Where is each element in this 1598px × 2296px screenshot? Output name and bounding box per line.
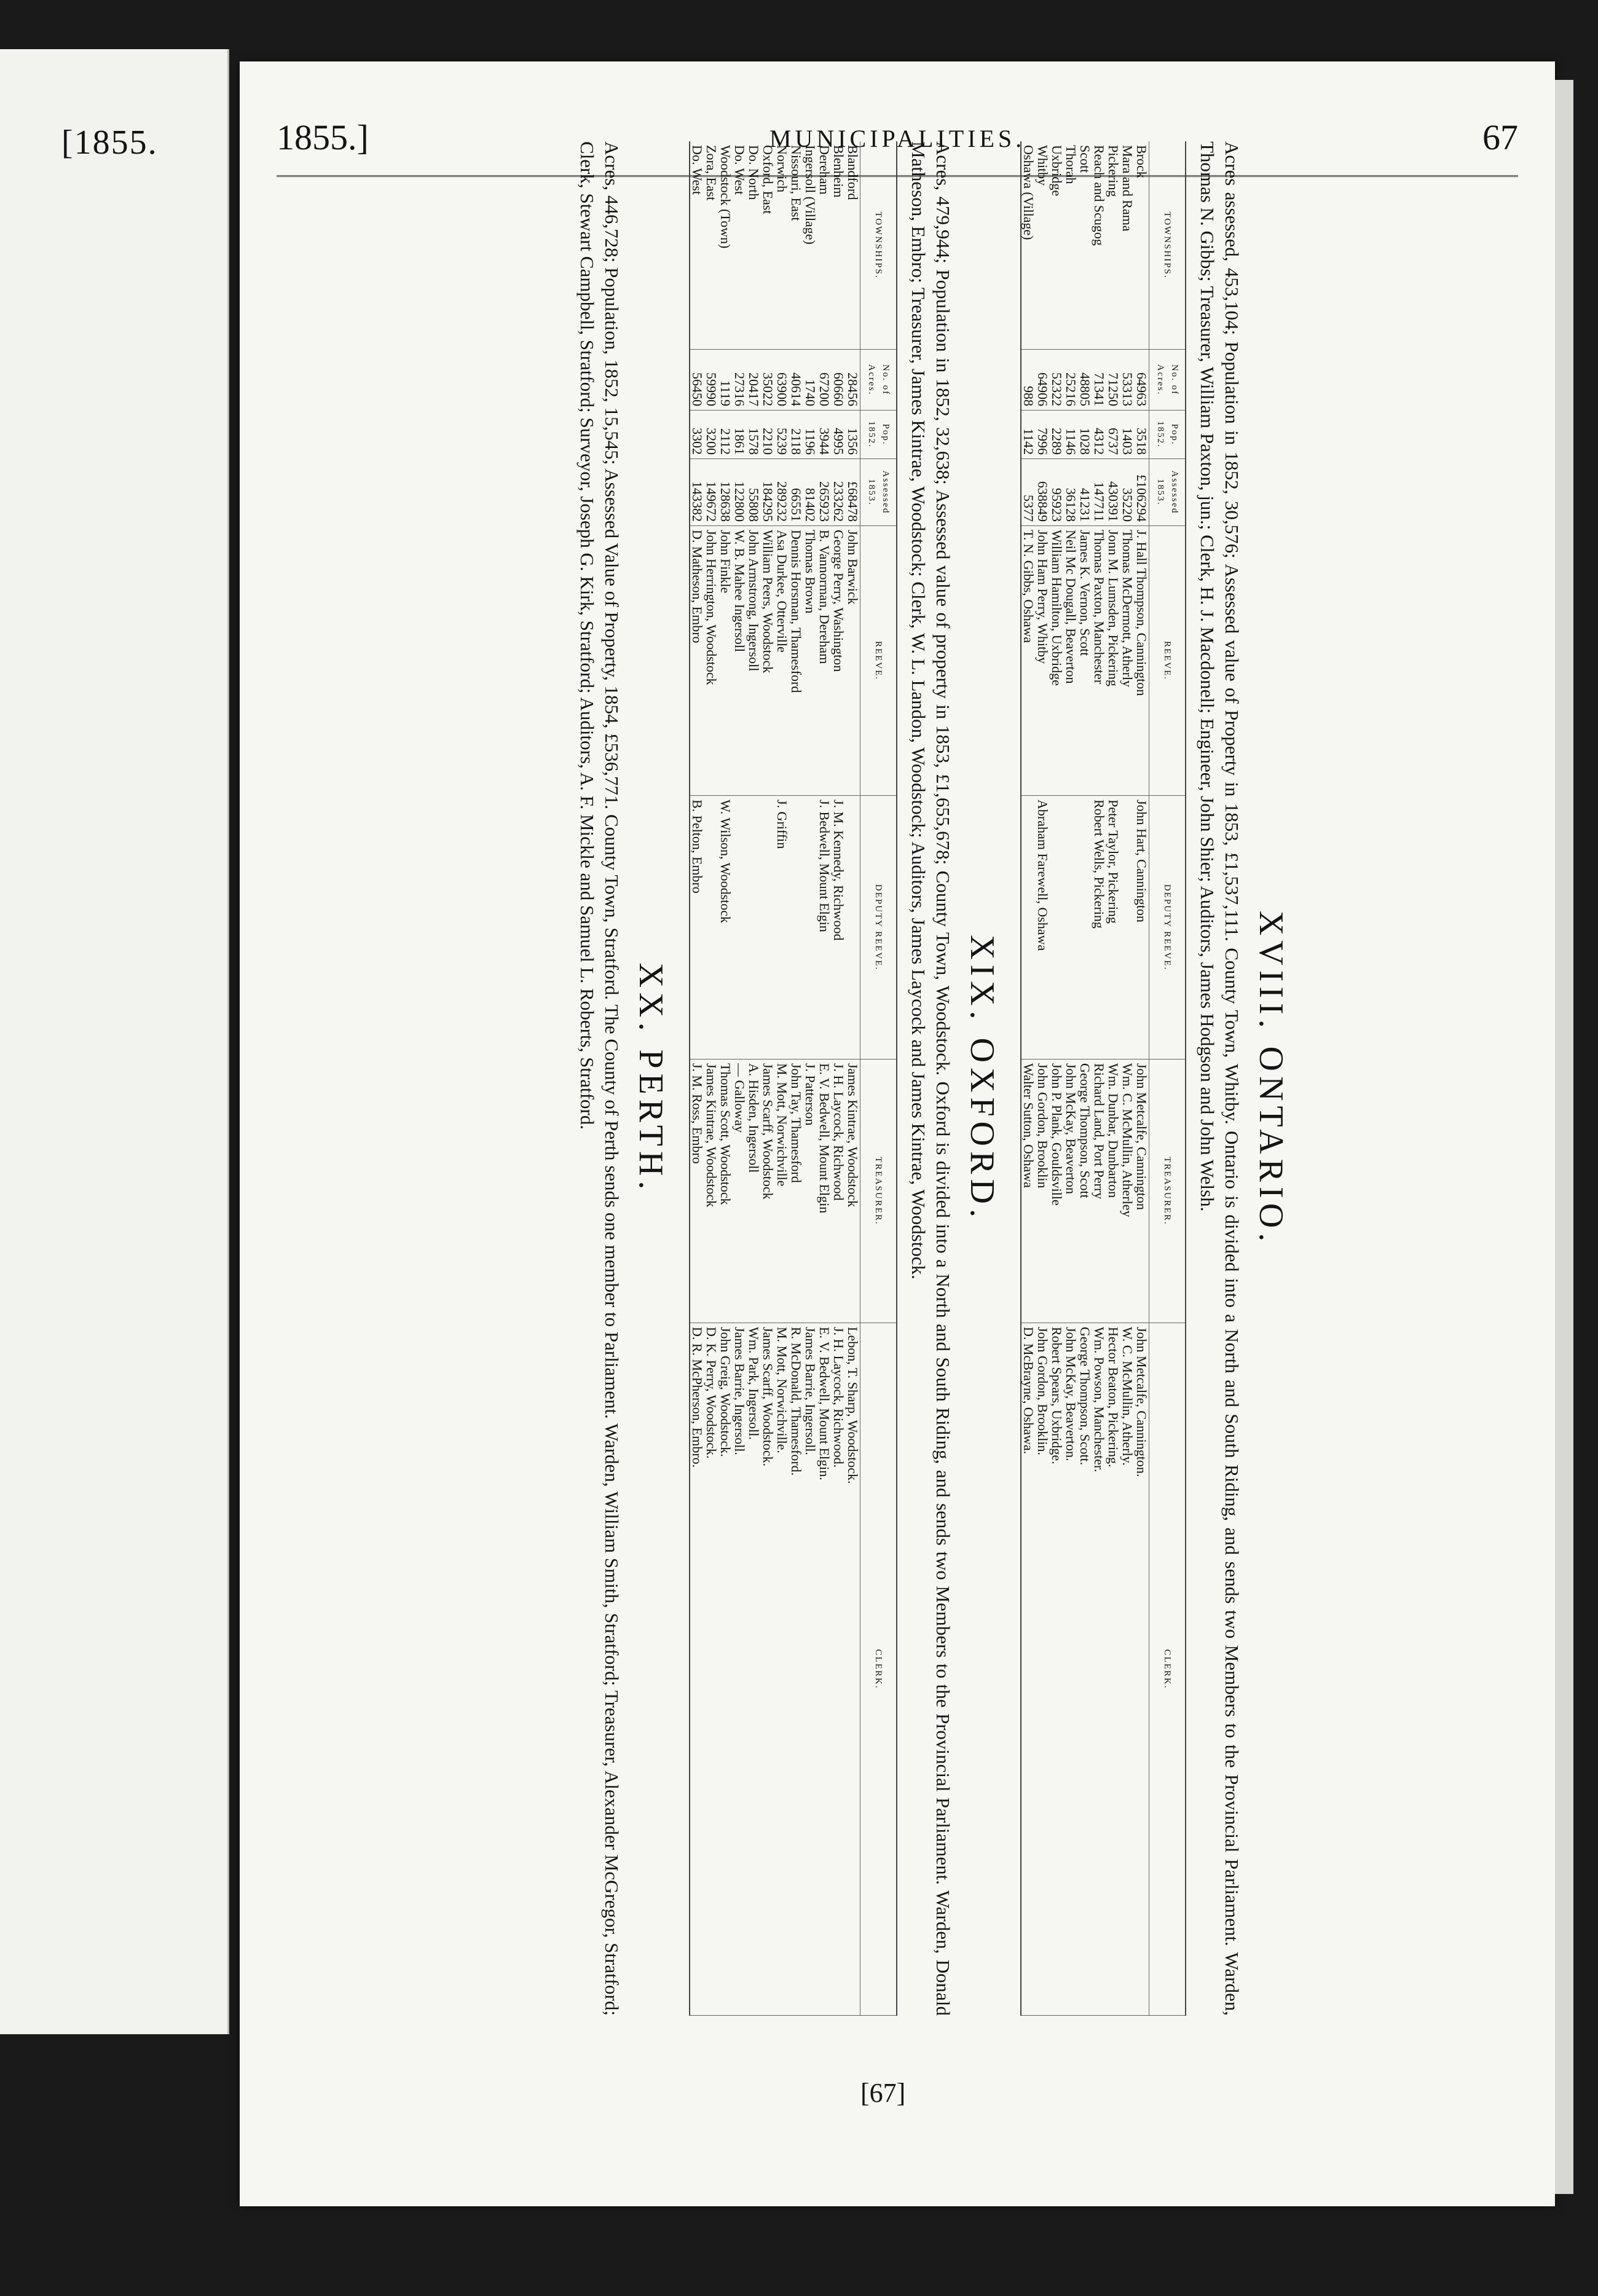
table-cell: E. V. Bedwell, Mount Elgin.: [817, 1323, 832, 2016]
table-header: TOWNSHIPS.: [860, 141, 897, 350]
table-cell: 56450: [690, 350, 704, 411]
table-cell: John Gordon, Brooklin.: [1036, 1323, 1050, 2016]
table-cell: 1861: [733, 411, 747, 459]
table-row: [832, 141, 846, 2016]
table-cell: 64963: [1135, 350, 1149, 411]
table-header: No. of Acres.: [1149, 350, 1186, 411]
table-cell: Wm. C. McMullin, Atherley: [1120, 1060, 1135, 1323]
table-cell: George Thompson, Scott: [1078, 1060, 1092, 1323]
table-header: CLERK.: [1149, 1323, 1186, 2016]
table-header: REEVE.: [860, 526, 897, 796]
section-text: Acres, 479,944; Population in 1852, 32,638; Assessed value of property in 1853, £1,655,678; County Town, Woodstock. Oxford is divided into a North and South Riding, and sends two Members to the Provincial Parliament. Warden, Donald Matheson, Embro; Treasurer, James Kintrae, Woodstock; Clerk, W. L. Landon, Woodstock; Auditors, James Laycock and James Kintrae, Woodstock.: [908, 141, 954, 2016]
table-cell: John Herrington, Woodstock: [704, 526, 718, 796]
table-cell: 3944: [817, 411, 832, 459]
table-cell: George Perry, Washington: [832, 526, 846, 796]
table-cell: [704, 796, 718, 1060]
table-cell: B. Vannorman, Dereham: [817, 526, 832, 796]
table-cell: J. H. Laycock, Richwood: [832, 1060, 846, 1323]
table-cell: John McKay, Beaverton.: [1064, 1323, 1078, 2016]
table-cell: — Galloway: [733, 1060, 747, 1323]
table-cell: 67200: [817, 350, 832, 411]
table-cell: 1196: [803, 411, 817, 459]
table-cell: George Thompson, Scott.: [1078, 1323, 1092, 2016]
table-cell: Mara and Rama: [1120, 141, 1135, 350]
table-cell: 81402: [803, 459, 817, 526]
section: [689, 141, 1002, 2016]
table-cell: 5377: [1021, 459, 1036, 526]
table-cell: 63900: [775, 350, 789, 411]
table-cell: D. K. Perry, Woodstock.: [704, 1323, 718, 2016]
page-number: 67: [1482, 117, 1518, 157]
section: [1020, 141, 1291, 2016]
table-cell: John Hart, Cannington: [1135, 796, 1149, 1060]
table-cell: Whitby: [1036, 141, 1050, 350]
table-row: [1064, 141, 1078, 2016]
municipal-table: [689, 141, 897, 2016]
table-header: TREASURER.: [860, 1060, 897, 1323]
table-cell: 55808: [747, 459, 761, 526]
table-cell: Nissouri, East: [789, 141, 803, 350]
table-row: [1078, 141, 1092, 2016]
table-cell: D. R. McPherson, Embro.: [690, 1323, 704, 2016]
table-header: DEPUTY REEVE.: [860, 796, 897, 1060]
table-row: [747, 141, 761, 2016]
table-cell: 28456: [846, 350, 860, 411]
section: [575, 141, 671, 2016]
table-cell: Zora, East: [704, 141, 718, 350]
table-cell: John Ham Perry, Whitby: [1036, 526, 1050, 796]
table-cell: J. M. Ross, Embro: [690, 1060, 704, 1323]
page-marker: [67]: [860, 2078, 906, 2108]
table-header: Pop. 1852.: [1149, 411, 1186, 459]
table-cell: James Scarff, Woodstock.: [761, 1323, 775, 2016]
table-cell: 265923: [817, 459, 832, 526]
table-cell: Walter Sutton, Oshawa: [1021, 1060, 1036, 1323]
table-cell: [1050, 796, 1064, 1060]
table-cell: 1028: [1078, 411, 1092, 459]
table-cell: Peter Taylor, Pickering: [1106, 796, 1120, 1060]
table-header: CLERK.: [860, 1323, 897, 2016]
table-cell: Blandford: [846, 141, 860, 350]
table-cell: John Greig, Woodstock.: [718, 1323, 733, 2016]
table-cell: [803, 796, 817, 1060]
table-cell: 988: [1021, 350, 1036, 411]
table-cell: Thomas Brown: [803, 526, 817, 796]
table-cell: 430391: [1106, 459, 1120, 526]
table-cell: Woodstock (Town): [718, 141, 733, 350]
table-cell: 52322: [1050, 350, 1064, 411]
table-cell: Wm. Powson, Manchester.: [1092, 1323, 1106, 2016]
table-cell: 1146: [1064, 411, 1078, 459]
table-cell: T. N. Gibbs, Oshawa: [1021, 526, 1036, 796]
table-row: [1120, 141, 1135, 2016]
table-cell: 147711: [1092, 459, 1106, 526]
table-cell: Jonn M. Lumsden, Pickering: [1106, 526, 1120, 796]
table-cell: 1403: [1120, 411, 1135, 459]
table-cell: 4995: [832, 411, 846, 459]
table-cell: Richard Land, Port Perry: [1092, 1060, 1106, 1323]
table-cell: [846, 796, 860, 1060]
table-cell: James Kintrae, Woodstock: [846, 1060, 860, 1323]
table-cell: 6737: [1106, 411, 1120, 459]
table-cell: 25216: [1064, 350, 1078, 411]
table-cell: Brock: [1135, 141, 1149, 350]
table-cell: D. McBrayne, Oshawa.: [1021, 1323, 1036, 2016]
table-cell: M. Mott, Norwichville.: [775, 1323, 789, 2016]
table-row: [1135, 141, 1149, 2016]
table-cell: J. Patterson: [803, 1060, 817, 1323]
table-cell: 4312: [1092, 411, 1106, 459]
table-cell: Neil Mc Dougall, Beaverton: [1064, 526, 1078, 796]
table-cell: A. Hisden, Ingersoll: [747, 1060, 761, 1323]
table-cell: John Metcalfe, Cannington: [1135, 1060, 1149, 1323]
table-cell: Uxbridge: [1050, 141, 1064, 350]
table-cell: James Barrie, Ingersoll.: [803, 1323, 817, 2016]
table-cell: William Hamilton, Uxbridge: [1050, 526, 1064, 796]
section-title: XX. PERTH.: [632, 962, 670, 1195]
table-cell: 64906: [1036, 350, 1050, 411]
table-cell: Norwich: [775, 141, 789, 350]
table-cell: 122800: [733, 459, 747, 526]
table-cell: £106294: [1135, 459, 1149, 526]
table-row: [846, 141, 860, 2016]
table-cell: John Barwick: [846, 526, 860, 796]
table-cell: James Barrie, Ingersoll.: [733, 1323, 747, 2016]
section-title: XIX. OXFORD.: [963, 935, 1001, 1222]
table-cell: 35220: [1120, 459, 1135, 526]
table-cell: John McKay, Beaverton: [1064, 1060, 1078, 1323]
table-cell: 289232: [775, 459, 789, 526]
table-cell: 95923: [1050, 459, 1064, 526]
table-cell: James K. Vernon, Scott: [1078, 526, 1092, 796]
table-cell: James Kintrae, Woodstock: [704, 1060, 718, 1323]
table-cell: John Gordon, Brooklin: [1036, 1060, 1050, 1323]
table-cell: John Finkle: [718, 526, 733, 796]
left-page: [0, 49, 229, 2034]
table-cell: Robert Spears, Uxbridge.: [1050, 1323, 1064, 2016]
section-text: Acres assessed, 453,104; Population in 1852, 30,576; Assessed value of Property in 1853, £1,537,111. County Town, Whitby. Ontario is divided into a North and South Riding, and sends two Members to the Provincial Parliament. Warden, Thomas N. Gibbs; Treasurer, William Paxton, jun.; Clerk, H. J. Macdonell; Engineer, John Shier; Auditors, James Hodgson and John Welsh.: [1197, 141, 1243, 2016]
table-header: DEPUTY REEVE.: [1149, 796, 1186, 1060]
table-cell: 71341: [1092, 350, 1106, 411]
header-title: MUNICIPALITIES.: [769, 125, 1026, 152]
table-cell: Hector Beaton, Pickering.: [1106, 1323, 1120, 2016]
table-row: [1106, 141, 1120, 2016]
table-cell: Robert Wells, Pickering: [1092, 796, 1106, 1060]
rotated-content: [234, 141, 1291, 2016]
table-cell: Thomas McDermott, Atherly: [1120, 526, 1135, 796]
table-cell: Oxford, East: [761, 141, 775, 350]
table-row: [690, 141, 704, 2016]
table-cell: John P. Plank, Gouldsville: [1050, 1060, 1064, 1323]
table-row: [789, 141, 803, 2016]
table-cell: W. B. Mahee Ingersoll: [733, 526, 747, 796]
table-row: [1021, 141, 1036, 2016]
table-row: [817, 141, 832, 2016]
table-cell: 128638: [718, 459, 733, 526]
table-cell: M. Mott, Norwichville: [775, 1060, 789, 1323]
table-cell: 41231: [1078, 459, 1092, 526]
table-cell: Thorah: [1064, 141, 1078, 350]
table-row: [775, 141, 789, 2016]
table-cell: 638849: [1036, 459, 1050, 526]
table-cell: Blenheim: [832, 141, 846, 350]
table-cell: J. Hall Thompson, Cannington: [1135, 526, 1149, 796]
table-cell: J. M. Kennedy, Richwood: [832, 796, 846, 1060]
table-cell: [1021, 796, 1036, 1060]
table-row: [803, 141, 817, 2016]
table-cell: 3302: [690, 411, 704, 459]
table-cell: 143382: [690, 459, 704, 526]
table-cell: 71250: [1106, 350, 1120, 411]
table-cell: Do. West: [733, 141, 747, 350]
table-cell: J. Bedwell, Mount Elgin: [817, 796, 832, 1060]
table-cell: R. McDonald, Thamesford.: [789, 1323, 803, 2016]
table-header: Assessed 1853.: [860, 459, 897, 526]
table-cell: Oshawa (Village): [1021, 141, 1036, 350]
table-cell: [733, 796, 747, 1060]
table-cell: [789, 796, 803, 1060]
table-header: TOWNSHIPS.: [1149, 141, 1186, 350]
table-cell: 40614: [789, 350, 803, 411]
table-cell: 2289: [1050, 411, 1064, 459]
table-row: [1092, 141, 1106, 2016]
table-row: [1050, 141, 1064, 2016]
table-cell: Dereham: [817, 141, 832, 350]
table-cell: Abraham Farewell, Oshawa: [1036, 796, 1050, 1060]
table-cell: Do. West: [690, 141, 704, 350]
table-cell: Thomas Paxton, Manchester: [1092, 526, 1106, 796]
table-header: Assessed 1853.: [1149, 459, 1186, 526]
table-cell: Scott: [1078, 141, 1092, 350]
header-year: 1855.]: [277, 117, 369, 157]
table-cell: 1119: [718, 350, 733, 411]
table-cell: William Peers, Woodstock: [761, 526, 775, 796]
table-cell: 184295: [761, 459, 775, 526]
table-cell: Dennis Horsman, Thamesford: [789, 526, 803, 796]
table-cell: W. C. McMullin, Atherly.: [1120, 1323, 1135, 2016]
section-text: Acres, 446,728; Population, 1852, 15,545; Assessed Value of Property, 1854, £536,771. County Town, Stratford. The County of Perth sends one member to Parliament. Warden, William Smith, Stratford; Treasurer, Alexander McGregor, Stratford; Clerk, Stewart Campbell, Stratford; Surveyor, Joseph G. Kirk, Stratford; Auditors, A. F. Mickle and Samuel L. Roberts, Stratford.: [577, 141, 623, 2016]
table-cell: J. H. Laycock, Richwood.: [832, 1323, 846, 2016]
table-cell: Asa Durkee, Otterville: [775, 526, 789, 796]
table-row: [733, 141, 747, 2016]
table-header: No. of Acres.: [860, 350, 897, 411]
table-cell: D. Matheson, Embro: [690, 526, 704, 796]
table-cell: Thomas Scott, Woodstock: [718, 1060, 733, 1323]
table-row: [1036, 141, 1050, 2016]
table-cell: Wm. Park, Ingersoll.: [747, 1323, 761, 2016]
table-cell: [1064, 796, 1078, 1060]
table-cell: [761, 796, 775, 1060]
table-cell: Wm. Dunbar, Dunbarton: [1106, 1060, 1120, 1323]
table-cell: 5239: [775, 411, 789, 459]
table-cell: 2118: [789, 411, 803, 459]
table-cell: 3518: [1135, 411, 1149, 459]
table-cell: Reach and Scugog: [1092, 141, 1106, 350]
table-row: [761, 141, 775, 2016]
table-cell: 35022: [761, 350, 775, 411]
table-cell: 48805: [1078, 350, 1092, 411]
section-title: XVIII. ONTARIO.: [1252, 910, 1290, 1247]
table-cell: 2210: [761, 411, 775, 459]
table-cell: 7996: [1036, 411, 1050, 459]
left-page-year: [1855.: [61, 124, 158, 162]
table-cell: [747, 796, 761, 1060]
table-cell: 2112: [718, 411, 733, 459]
table-cell: Pickering: [1106, 141, 1120, 350]
table-cell: 53313: [1120, 350, 1135, 411]
table-cell: John Armstrong, Ingersoll: [747, 526, 761, 796]
table-cell: Ingersoll (Village): [803, 141, 817, 350]
municipal-table: [1020, 141, 1186, 2016]
table-cell: John Metcalfe, Cannington.: [1135, 1323, 1149, 2016]
table-cell: J. Griffin: [775, 796, 789, 1060]
table-cell: 27316: [733, 350, 747, 411]
table-cell: 1740: [803, 350, 817, 411]
table-cell: 149672: [704, 459, 718, 526]
table-cell: 60660: [832, 350, 846, 411]
table-cell: B. Pelton, Embro: [690, 796, 704, 1060]
table-cell: Lebon, T. Sharp, Woodstock.: [846, 1323, 860, 2016]
table-cell: John Tay, Thamesford: [789, 1060, 803, 1323]
table-header: REEVE.: [1149, 526, 1186, 796]
table-cell: 59990: [704, 350, 718, 411]
table-cell: 36128: [1064, 459, 1078, 526]
table-cell: 1578: [747, 411, 761, 459]
page-edge: [1555, 80, 1573, 2194]
table-cell: E. V. Bedwell, Mount Elgin: [817, 1060, 832, 1323]
table-row: [704, 141, 718, 2016]
table-cell: 66551: [789, 459, 803, 526]
table-cell: 233262: [832, 459, 846, 526]
table-header: Pop. 1852.: [860, 411, 897, 459]
table-cell: £68478: [846, 459, 860, 526]
table-cell: [1078, 796, 1092, 1060]
table-cell: 1142: [1021, 411, 1036, 459]
table-cell: 20417: [747, 350, 761, 411]
table-header: TREASURER.: [1149, 1060, 1186, 1323]
table-cell: 3200: [704, 411, 718, 459]
table-cell: W. Wilson, Woodstock: [718, 796, 733, 1060]
table-cell: 1356: [846, 411, 860, 459]
table-cell: James Scarff, Woodstock: [761, 1060, 775, 1323]
table-cell: [1120, 796, 1135, 1060]
table-row: [718, 141, 733, 2016]
table-cell: Do. North: [747, 141, 761, 350]
